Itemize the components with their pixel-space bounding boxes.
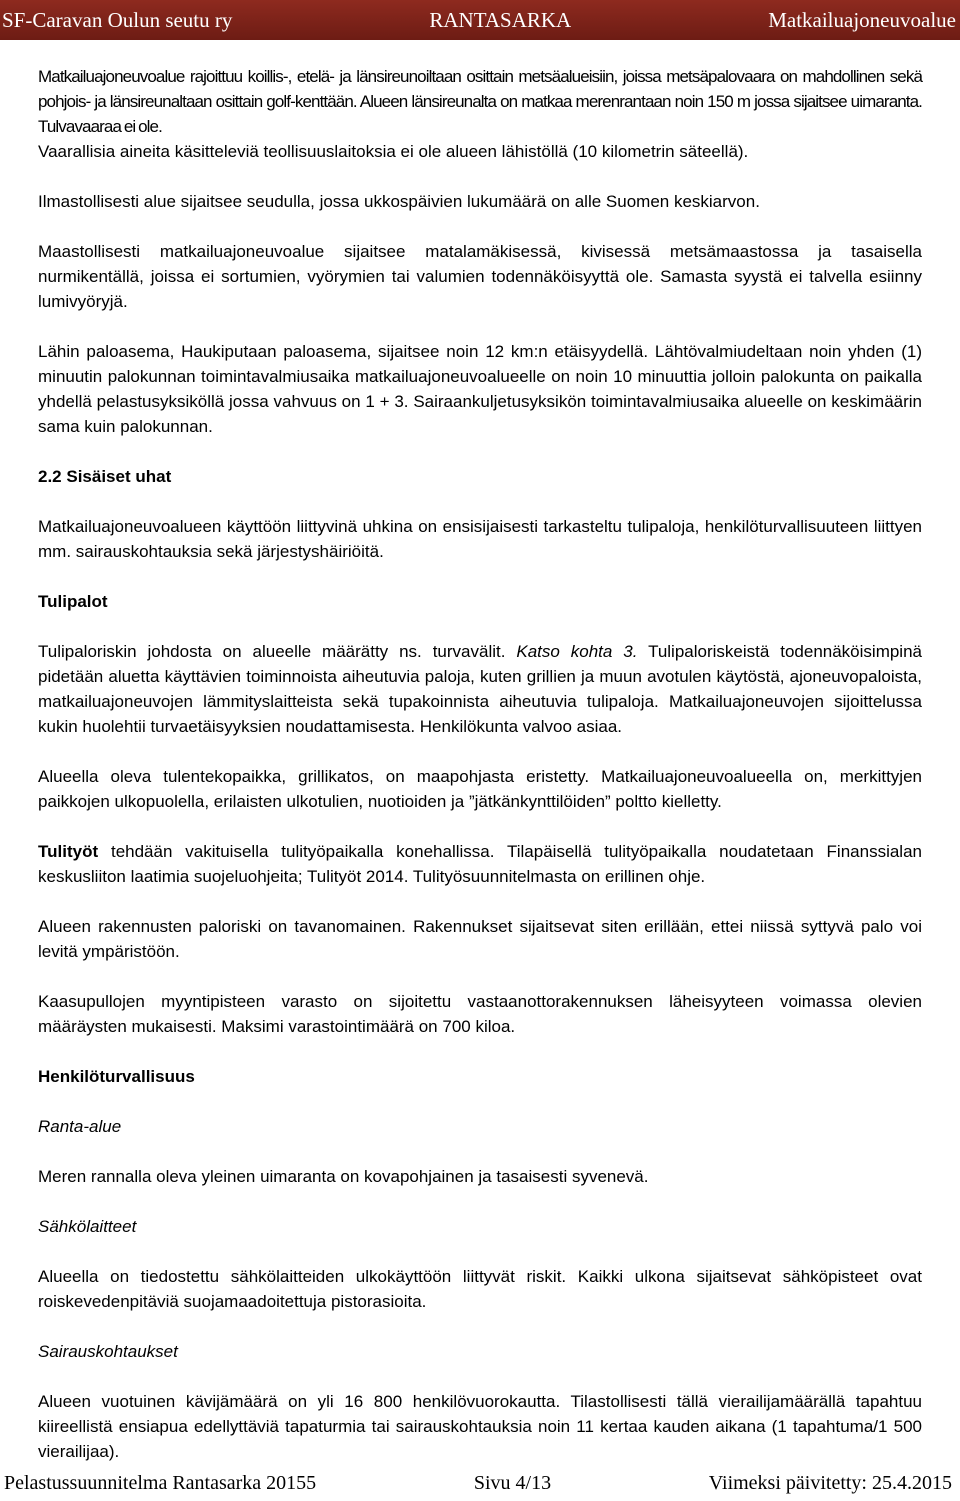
paragraph-climate: Ilmastollisesti alue sijaitsee seudulla, jossa ukkospäivien lukumäärä on alle Suomen keskiarvon. [38, 192, 760, 211]
fire-risk-text-b: Tulipaloriskeistä todennäköisimpinä pidetään aluetta käyttävien toiminnoista aiheutuvia paloja, kuten grillien ja muun avotulen käytöstä, ajoneuvopaloista, matkailuajoneuvojen lämmityslaitteista sekä tupakoinnista aiheutuvia tulipaloja. Matkailuajoneuvojen sijoittelussa kukin huolehtii turvaetäisyyksien noudattamisesta. Henkilökunta valvoo asiaa. [38, 642, 922, 736]
paragraph-building-risk: Alueen rakennusten paloriski on tavanomainen. Rakennukset sijaitsevat siten erillään, ettei niissä syttyvä palo voi levitä ympäristöön. [38, 917, 922, 961]
heading-personal-safety: Henkilöturvallisuus [38, 1067, 195, 1086]
paragraph-hazardous-materials: Vaarallisia aineita käsitteleviä teollisuuslaitoksia ei ole alueen lähistöllä (10 kilometrin säteellä). [38, 142, 749, 161]
page-header [0, 0, 960, 40]
footer-page-number: Sivu 4/13 [473, 1471, 552, 1494]
subheading-illness: Sairauskohtaukset [38, 1342, 178, 1361]
paragraph-beach: Meren rannalla oleva yleinen uimaranta on kovapohjainen ja tasaisesti syvenevä. [38, 1167, 649, 1186]
subheading-electrical: Sähkölaitteet [38, 1217, 137, 1236]
paragraph-gas-storage: Kaasupullojen myyntipisteen varasto on sijoitettu vastaanottorakennuksen läheisyyteen voimassa olevien määräysten mukaisesti. Maksimi varastointimäärä on 700 kiloa. [38, 992, 922, 1036]
heading-tulipalot: Tulipalot [38, 592, 108, 611]
header-site-name: RANTASARKA [429, 7, 572, 32]
subheading-beach: Ranta-alue [38, 1117, 122, 1136]
footer-last-updated: Viimeksi päivitetty: 25.4.2015 [708, 1471, 952, 1494]
paragraph-fire-station: Lähin paloasema, Haukiputaan paloasema, sijaitsee noin 12 km:n etäisyydellä. Lähtövalmiudeltaan noin yhden (1) minuutin palokunnan toimintavalmiusaika matkailuajoneuvoalueelle on noin 10 minuuttia jolloin palokunta on paikalla yhdellä pelastusyksiköllä jossa vahvuus on 1 + 3. Sairaankuljetusyksikön toimintavalmiusaika alueelle on keskimäärin sama kuin palokunnan. [38, 342, 922, 436]
paragraph-illness: Alueen vuotuinen kävijämäärä on yli 16 800 henkilövuorokautta. Tilastollisesti tällä vierailijamäärällä tapahtuu kiireellistä ensiapua edellyttäviä tapaturmia tai sairauskohtauksia noin 11 kertaa kauden aikana (1 tapahtuma/1 500 vierailijaa). [38, 1392, 922, 1461]
fire-risk-text-a: Tulipaloriskin johdosta on alueelle määrätty ns. turvavälit. [38, 642, 517, 661]
header-organization: SF-Caravan Oulun seutu ry [2, 7, 233, 32]
paragraph-location: Matkailuajoneuvoalue rajoittuu koillis-, etelä- ja länsireunoiltaan osittain metsäalueisiin, joissa metsäpalovaara on mahdollinen sekä pohjois- ja länsireunaltaan osittain golf-kenttään. Alueen länsireunalta on matkaa merenrantaan noin 150 m jossa sijaitsee uimaranta. Tulvavaaraa ei ole. [38, 67, 922, 136]
paragraph-internal-threats: Matkailuajoneuvoalueen käyttöön liittyvinä uhkina on ensisijaisesti tarkasteltu tulipaloja, henkilöturvallisuuteen liittyen mm. sairauskohtauksia sekä järjestyshäiriöitä. [38, 517, 922, 561]
hot-work-label: Tulityöt [38, 842, 99, 861]
paragraph-hot-work [38, 839, 922, 889]
paragraph-electrical: Alueella on tiedostettu sähkölaitteiden ulkokäyttöön liittyvät riskit. Kaikki ulkona sijaitsevat sähköpisteet ovat roiskevedenpitäviä suojamaadoitettuja pistorasioita. [38, 1267, 922, 1311]
page-footer [0, 1465, 960, 1501]
header-area-type: Matkailuajoneuvoalue [768, 7, 956, 32]
paragraph-fire-risk [38, 639, 922, 739]
footer-document-title: Pelastussuunnitelma Rantasarka 20155 [4, 1471, 317, 1494]
section-title: 2.2 Sisäiset uhat [38, 467, 172, 486]
hot-work-text: tehdään vakituisella tulityöpaikalla konehallissa. Tilapäisellä tulityöpaikalla noudatetaan Finanssialan keskusliiton laatimia suojeluohjeita; Tulityöt 2014. Tulityösuunnitelmasta on erillinen ohje. [38, 842, 922, 886]
see-section-reference: Katso kohta 3. [516, 642, 638, 661]
document-body [38, 64, 922, 1489]
paragraph-terrain: Maastollisesti matkailuajoneuvoalue sijaitsee matalamäkisessä, kivisessä metsämaastossa ja tasaisella nurmikentällä, joissa ei sortumien, vyörymien tai valumien todennäköisyyttä ole. Samasta syystä ei talvella esiinny lumivyöryjä. [38, 242, 922, 311]
paragraph-campfire: Alueella oleva tulentekopaikka, grillikatos, on maapohjasta eristetty. Matkailuajoneuvoalueella on, merkittyjen paikkojen ulkopuolella, erilaisten ulkotulien, nuotioiden ja ”jätkänkynttilöiden” poltto kielletty. [38, 767, 922, 811]
